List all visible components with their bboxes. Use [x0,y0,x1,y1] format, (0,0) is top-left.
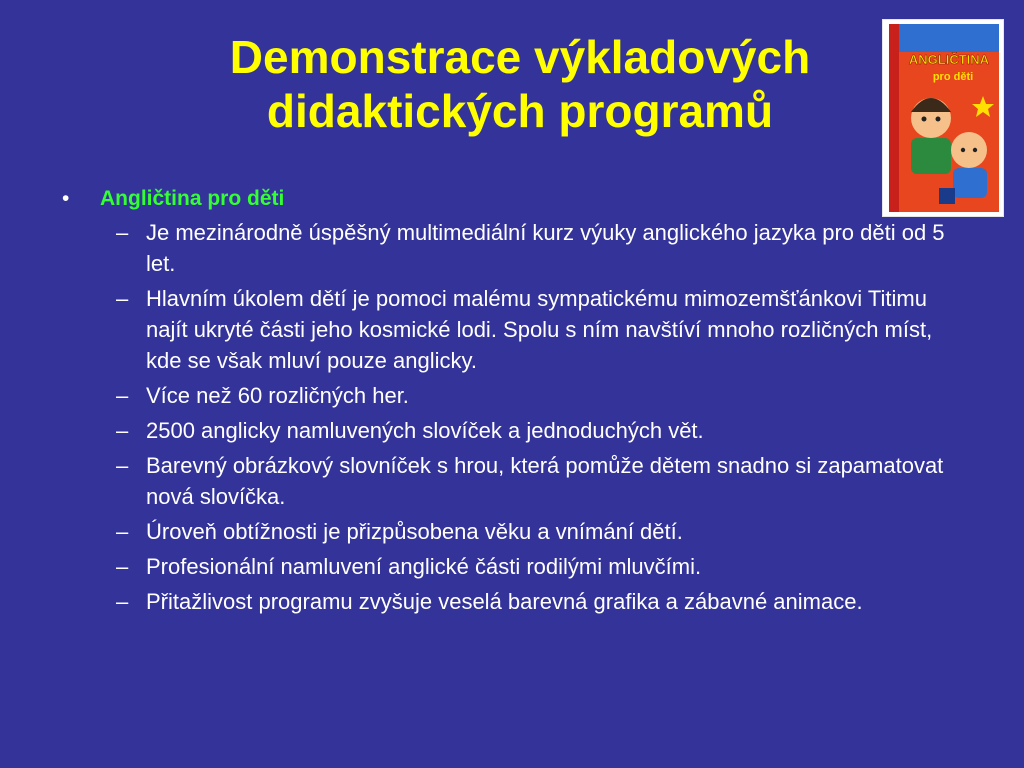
list-item [58,516,968,547]
slide-title [120,30,920,139]
dash-marker: – [116,418,129,443]
eye-icon [973,148,977,152]
list-item [58,450,968,512]
list-item [58,551,968,582]
list-item [58,380,968,411]
slide-content [58,183,968,621]
slide-title-line-1: Demonstrace výkladových [229,31,811,83]
list-item-text: Více než 60 rozličných her. [146,383,409,408]
eye-icon [922,117,927,122]
list-item [58,283,968,376]
list-item-text: 2500 anglicky namluvených slovíček a jednoduchých vět. [146,418,704,443]
list-item-text: Profesionální namluvení anglické části rodilými mluvčími. [146,554,702,579]
list-item-text: Barevný obrázkový slovníček s hrou, která pomůže dětem snadno si zapamatovat nová slovíčka. [146,453,944,509]
bullet-heading [58,183,968,215]
list-item-text: Přitažlivost programu zvyšuje veselá barevná grafika a zábavné animace. [146,589,863,614]
dash-marker: – [116,453,129,478]
eye-icon [961,148,965,152]
bullet-heading-text: Angličtina pro děti [100,187,285,210]
dash-marker: – [116,220,129,245]
slide-title-line-2: didaktických programů [266,85,774,138]
box-top-band [899,24,999,52]
list-item-text: Hlavním úkolem dětí je pomoci malému sympatickému mimozemšťánkovi Titimu najít ukryté části jeho kosmické lodi. Spolu s ním navštíví mnoho rozličných míst, kde se však mluví pouze anglicky. [146,286,933,373]
character-face-icon [951,132,987,168]
box-subtitle: pro děti [932,71,974,83]
dash-marker: – [116,589,129,614]
list-item-text: Úroveň obtížnosti je přizpůsobena věku a vnímání dětí. [146,519,683,544]
list-item [58,415,968,446]
dash-marker: – [116,519,129,544]
list-item [58,217,968,279]
character-body-icon [911,138,951,174]
dash-marker: – [116,554,129,579]
subitem-list [58,217,968,617]
dash-marker: – [116,286,129,311]
box-title: ANGLIČTINA [908,52,990,67]
list-item-text: Je mezinárodně úspěšný multimediální kurz výuky anglického jazyka pro děti od 5 let. [146,220,945,276]
list-item [58,586,968,617]
dash-marker: – [116,383,129,408]
eye-icon [936,117,941,122]
bullet-marker: • [62,187,70,210]
